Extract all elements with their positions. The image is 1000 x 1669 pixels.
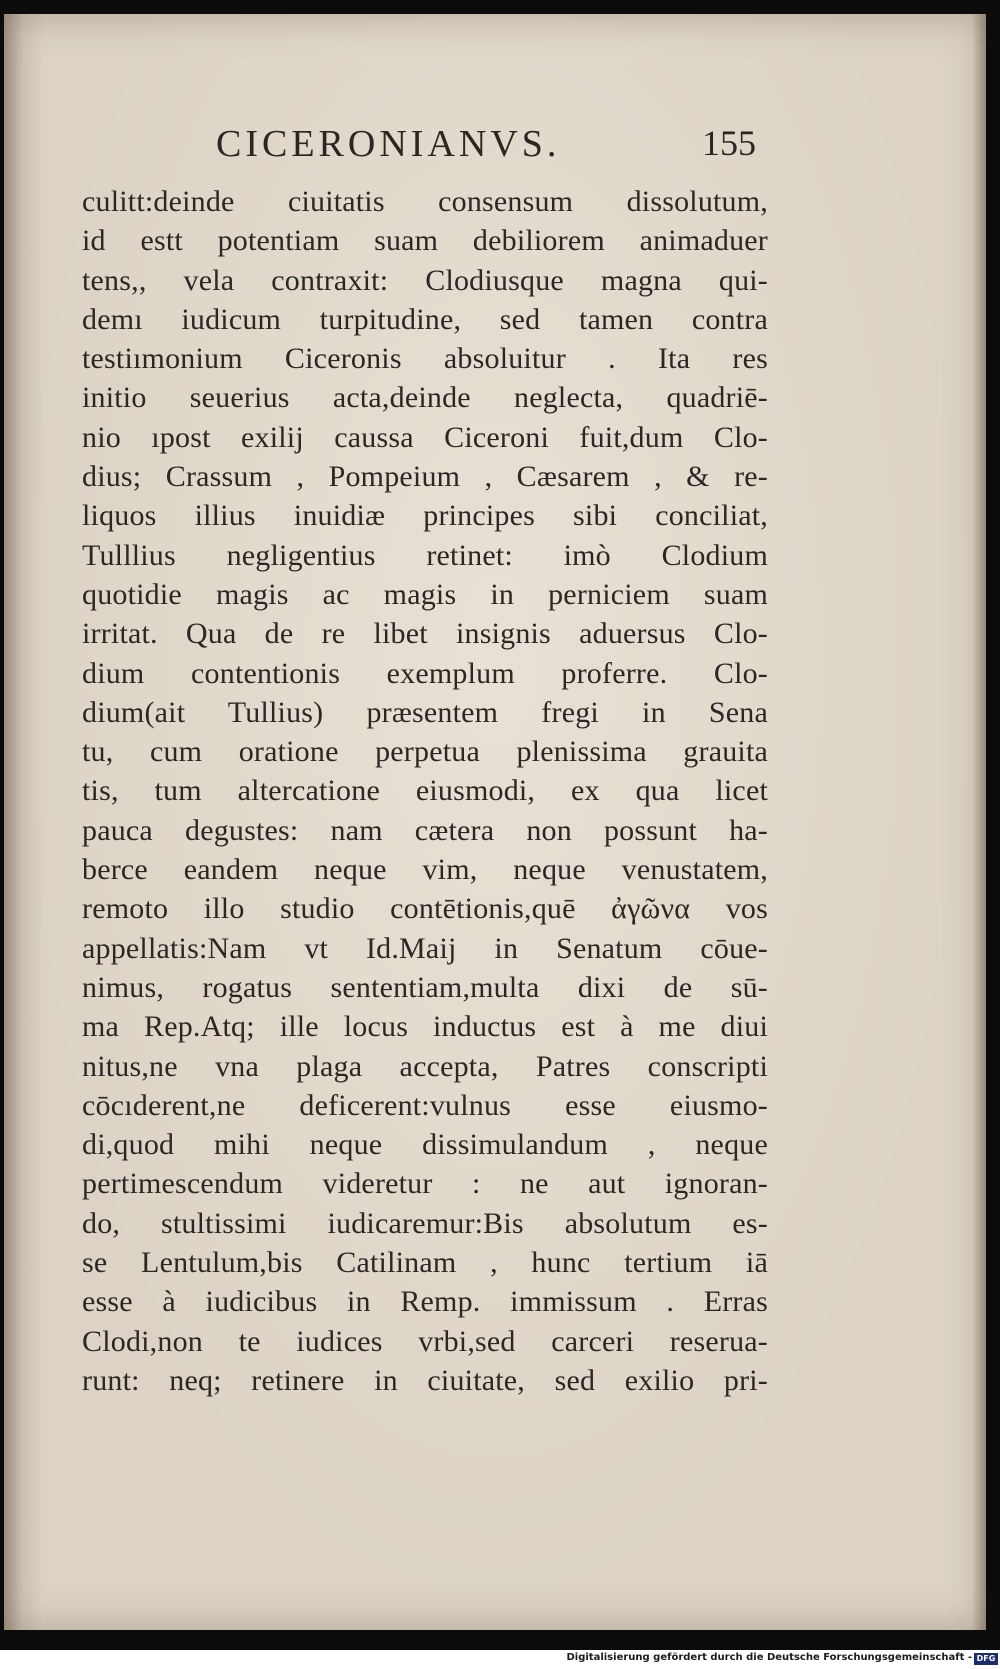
text-line: testiımonium Ciceronis absoluitur . Ita res — [82, 342, 768, 376]
funding-credit: Digitalisierung gefördert durch die Deutsche Forschungsgemeinschaft - — [566, 1652, 972, 1663]
text-line: dius; Crassum , Pompeium , Cæsarem , & re- — [82, 460, 768, 494]
text-line: appellatis:Nam vt Id.Maij in Senatum cōue- — [82, 931, 768, 965]
text-line: irritat. Qua de re libet insignis aduersus Clo- — [82, 617, 768, 651]
text-line: tens,, vela contraxit: Clodiusque magna qui- — [82, 263, 768, 297]
dfg-logo: DFG — [974, 1653, 998, 1665]
text-line: liquos illius inuidiæ principes sibi conciliat, — [82, 499, 768, 533]
text-line: Clodi,non te iudices vrbi,sed carceri reserua- — [82, 1324, 768, 1358]
footer-bar — [0, 1650, 1000, 1669]
page-edge-shadow — [972, 14, 986, 1630]
running-head-title: CICERONIANVS. — [216, 123, 561, 165]
text-line: quotidie magis ac magis in perniciem suam — [82, 577, 768, 611]
text-line: di,quod mihi neque dissimulandum , neque — [82, 1128, 768, 1162]
text-line: culitt:deinde ciuitatis consensum dissolutum, — [82, 185, 768, 218]
text-line: id estt potentiam suam debiliorem animaduer — [82, 224, 768, 258]
text-line: esse à iudicibus in Remp. immissum . Erras — [82, 1285, 768, 1319]
text-line: dium contentionis exemplum proferre. Clo- — [82, 656, 768, 690]
text-line: pauca degustes: nam cætera non possunt ha- — [82, 813, 768, 847]
text-line: initio seuerius acta,deinde neglecta, quadriē- — [82, 381, 768, 415]
text-line: cōcıderent,ne deficerent:vulnus esse eiusmo- — [82, 1088, 768, 1122]
text-line: dium(ait Tullius) præsentem fregi in Sena — [82, 695, 768, 729]
text-line: remoto illo studio contētionis,quē ἀγῶνα vos — [82, 892, 768, 926]
body-text — [82, 182, 768, 1400]
text-line: nitus,ne vna plaga accepta, Patres conscripti — [82, 1049, 768, 1083]
text-line: berce eandem neque vim, neque venustatem, — [82, 853, 768, 887]
text-line: runt: neq; retinere in ciuitate, sed exilio pri- — [82, 1363, 768, 1397]
text-line: ma Rep.Atq; ille locus inductus est à me diui — [82, 1010, 768, 1044]
text-line: se Lentulum,bis Catilinam , hunc tertium iā — [82, 1246, 768, 1280]
text-line: pertimescendum videretur : ne aut ignoran- — [82, 1167, 768, 1201]
text-line: nio ıpost exilij caussa Ciceroni fuit,dum Clo- — [82, 420, 768, 454]
book-page — [4, 14, 986, 1630]
text-line: demı iudicum turpitudine, sed tamen contra — [82, 302, 768, 336]
text-line: nimus, rogatus sententiam,multa dixi de sū- — [82, 970, 768, 1004]
text-line: do, stultissimi iudicaremur:Bis absolutum es- — [82, 1206, 768, 1240]
text-line: tis, tum altercatione eiusmodi, ex qua licet — [82, 774, 768, 808]
text-line: Tulllius negligentius retinet: imò Clodium — [82, 538, 768, 572]
page-number: 155 — [702, 123, 756, 163]
running-head — [4, 122, 986, 172]
text-line: tu, cum oratione perpetua plenissima grauita — [82, 735, 768, 769]
